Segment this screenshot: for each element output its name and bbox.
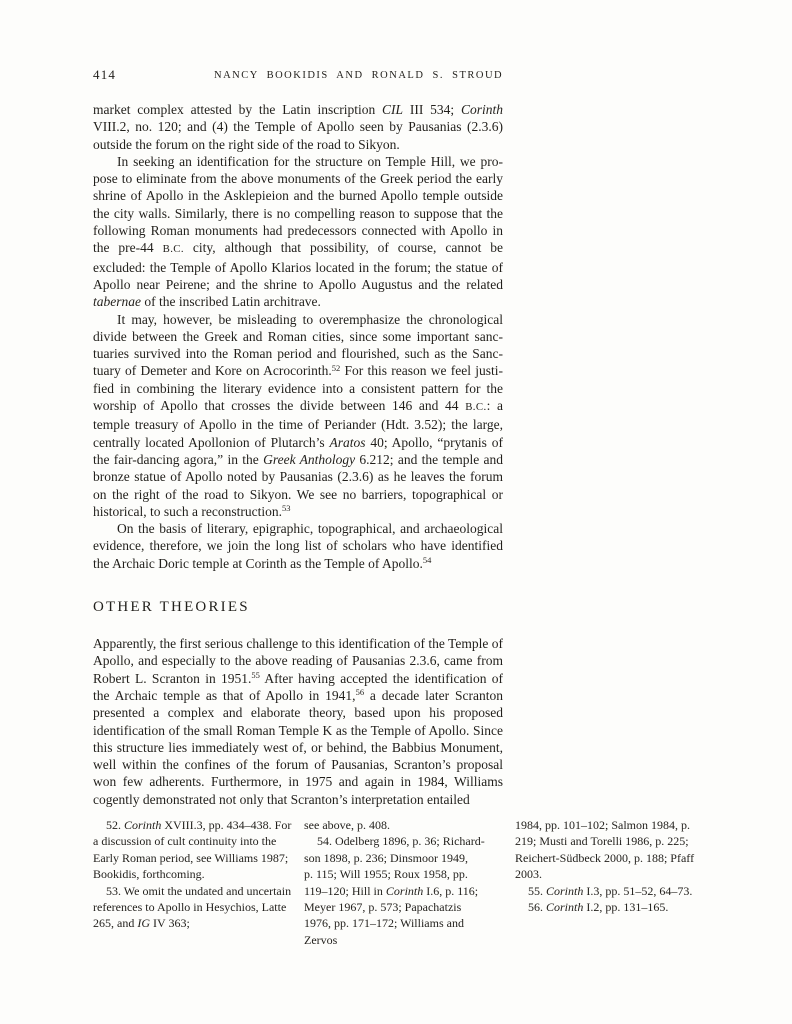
footnote-54: 54. Odelberg 1896, p. 36; Richardson 1898, p. 236; Dinsmoor 1949, p. 115; Will 1955; Roux 1958, pp. 119–120; Hill in Corinth I.6, p. 116; Meyer 1967, p. 573; Papachatzis 1976, pp. 171–172; Williams and Zervos	[304, 834, 485, 947]
footnote-55: 55. Corinth I.3, pp. 51–52, 64–73.	[528, 883, 693, 898]
body-paragraph: market complex attested by the Latin inscription CIL III 534; Corinth VIII.2, no. 120; and (4) the Temple of Apollo seen by Pausanias (2.3.6) outside the forum on the right side of the road to Sikyon.	[93, 102, 503, 152]
running-head: NANCY BOOKIDIS AND RONALD S. STROUD	[214, 70, 504, 81]
footnote-column-3	[515, 817, 709, 948]
footnote-53: 53. We omit the undated and uncertain references to Apollo in Hesychios, Latte 265, and IG IV 363;	[93, 883, 292, 931]
footnote-52: 52. Corinth XVIII.3, pp. 434–438. For a discussion of cult continuity into the Early Roman period, see Williams 1987; Bookidis, forthcoming.	[93, 818, 292, 882]
body-paragraph: Apparently, the first serious challenge to this identification of the Temple of Apollo, and especially to the above reading of Pausanias 2.3.6, came from Robert L. Scranton in 1951.55 After having accepted the identification of the Archaic temple as that of Apollo in 1941,56 a decade later Scranton presented a complex and elaborate theory, based upon his proposed identification of the small Roman Temple K as the Temple of Apollo. Since this structure lies immediately west of, or behind, the Babbius Monument, well within the confines of the forum of Pausanias, Scranton’s proposal won few adherents. Furthermore, in 1975 and again in 1984, Williams cogently demonstrated not only that Scranton’s interpretation entailed	[93, 636, 503, 807]
footnote-column-1	[93, 817, 295, 948]
section-heading: OTHER THEORIES	[93, 599, 250, 616]
body-paragraph: It may, however, be misleading to overemphasize the chronological divide between the Greek and Roman cities, since some important sanctuaries survived into the Roman period and flourished, such as the Sanctuary of Demeter and Kore on Acrocorinth.$^{52}$ For this reason we feel justified in combining the literary evidence into a consistent pattern for the worship of Apollo that crosses the divide between 146 and 44 B.C.: a temple treasury of Apollo in the time of Periander (Hdt. 3.52); the large, centrally located Apollonion of Plutarch’s Aratos 40; Apollo, “prytanis of the fair-dancing agora,” in the Greek Anthology 6.212; and the temple and bronze statue of Apollo noted by Pausanias (2.3.6) as he leaves the forum on the right of the road to Sikyon. We see no barriers, topographical or historical, to such a reconstruction.$^{53}$	[93, 311, 504, 519]
main-text-column	[93, 101, 503, 808]
page-number: 414	[93, 67, 117, 82]
body-paragraph: On the basis of literary, epigraphic, topographical, and archaeological evidence, therefore, we join the long list of scholars who have identified the Archaic Doric temple at Corinth as the Temple of Apollo.$^{54}$	[93, 521, 503, 571]
footnote-54-continuation: 1984, pp. 101–102; Salmon 1984, p. 219; Musti and Torelli 1986, p. 225; Reichert-Südbeck 2000, p. 188; Pfaff 2003.	[515, 818, 695, 882]
footnotes-block	[93, 817, 709, 948]
body-paragraph: In seeking an identification for the structure on Temple Hill, we propose to eliminate from the above monuments of the Greek period the early shrine of Apollo in the Asklepieion and the burned Apollo temple outside the city walls. Similarly, there is no compelling reason to suppose that the following Roman monuments had predecessors connected with Apollo in the pre-44 B.C. city, although that possibility, of course, cannot be excluded: the Temple of Apollo Klarios located in the forum; the statue of Apollo near Peirene; and the shrine to Apollo Augustus and the related tabernae of the inscribed Latin architrave.	[93, 153, 503, 310]
footnote-53-continuation: see above, p. 408.	[304, 818, 390, 832]
footnote-56: 56. Corinth I.2, pp. 131–165.	[528, 900, 669, 915]
footnote-column-2	[304, 817, 491, 948]
